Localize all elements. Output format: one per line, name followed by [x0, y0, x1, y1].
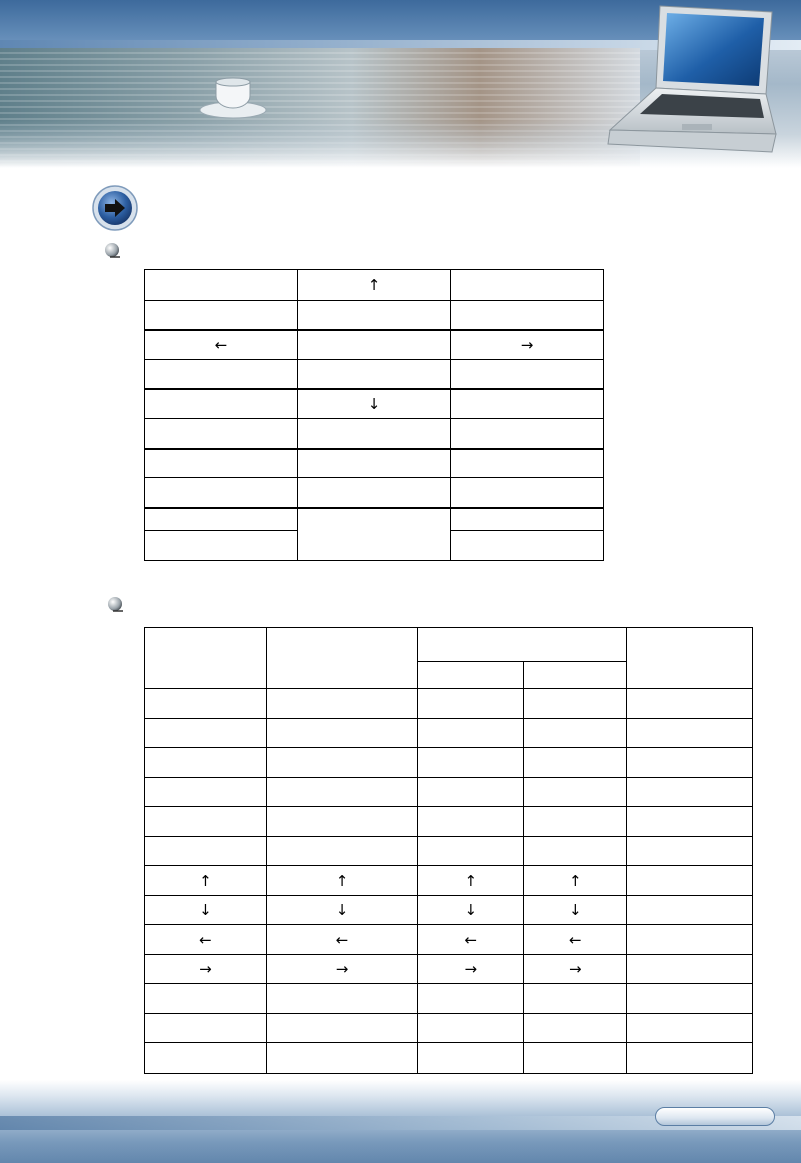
table-row: [145, 778, 753, 807]
table-cell: [524, 719, 627, 748]
up-arrow-icon: ↑: [199, 871, 212, 890]
table-cell: [145, 896, 267, 925]
table-cell: [298, 419, 451, 449]
table-2: [144, 627, 753, 1074]
table-cell: [451, 270, 604, 301]
table-cell: [418, 778, 524, 807]
table-cell: [145, 837, 267, 866]
down-arrow-icon: ↓: [569, 901, 582, 919]
table-cell: [145, 807, 267, 837]
table-row: [145, 807, 753, 837]
table-cell: [524, 984, 627, 1014]
table-cell: [266, 984, 418, 1014]
table-cell: [627, 778, 753, 807]
table-cell: [145, 478, 298, 508]
table-cell: [524, 1043, 627, 1074]
table-cell: [145, 389, 298, 419]
table-cell: [145, 984, 267, 1014]
table-row: [145, 748, 753, 778]
table-cell: [145, 748, 267, 778]
table-cell: [298, 449, 451, 478]
table-cell: [627, 1043, 753, 1074]
table-row: [145, 360, 604, 389]
table-cell: [418, 925, 524, 955]
table-cell: [145, 925, 267, 955]
table-header-cell: [418, 628, 627, 662]
right-arrow-icon: →: [464, 960, 478, 978]
table-cell: [524, 896, 627, 925]
table-cell: [145, 866, 267, 896]
header-banner: [0, 0, 801, 168]
left-arrow-icon: ←: [464, 930, 478, 949]
sphere-bullet-icon: [107, 596, 125, 614]
down-arrow-icon: ↓: [367, 394, 381, 413]
table-cell: [418, 984, 524, 1014]
table-cell: [298, 478, 451, 508]
header-photo: [0, 48, 640, 168]
table-cell: [451, 301, 604, 330]
table-cell: [627, 984, 753, 1014]
table-cell: [627, 837, 753, 866]
table-row: [145, 478, 604, 508]
table-cell: [451, 330, 604, 360]
table-cell: [451, 531, 604, 561]
table-row: [145, 1043, 753, 1074]
table-cell: [418, 955, 524, 984]
table-cell: [627, 925, 753, 955]
table-cell: [145, 508, 298, 531]
right-arrow-circle-icon: [91, 184, 139, 232]
table-cell: [145, 531, 298, 561]
table-row: [145, 837, 753, 866]
table-cell: [418, 896, 524, 925]
table-row: [145, 419, 604, 449]
table-cell: [627, 896, 753, 925]
table-cell: [418, 837, 524, 866]
table-row: [145, 330, 604, 360]
left-arrow-icon: ←: [569, 930, 582, 949]
table-cell: [627, 748, 753, 778]
table-cell: [298, 301, 451, 330]
table-cell: [418, 866, 524, 896]
table-row: [145, 389, 604, 419]
table-cell: [266, 778, 418, 807]
table-cell: [451, 389, 604, 419]
table-cell: [145, 719, 267, 748]
table-cell: [451, 419, 604, 449]
table-cell: [418, 748, 524, 778]
table-cell: [298, 270, 451, 301]
table-cell: [266, 748, 418, 778]
table-cell: [627, 955, 753, 984]
table-row: [145, 689, 753, 719]
table-cell: [524, 807, 627, 837]
table-cell: [298, 508, 451, 561]
left-arrow-icon: ←: [199, 930, 212, 949]
table-row: [145, 925, 753, 955]
table-cell: [524, 689, 627, 719]
down-arrow-icon: ↓: [464, 901, 478, 919]
table-cell: [418, 807, 524, 837]
sphere-bullet-icon: [104, 242, 122, 260]
table-cell: [266, 807, 418, 837]
down-arrow-icon: ↓: [335, 901, 349, 919]
table-cell: [145, 330, 298, 360]
up-arrow-icon: ↑: [569, 871, 582, 890]
down-arrow-icon: ↓: [199, 901, 212, 919]
table-header-row: [145, 628, 753, 662]
left-arrow-icon: ←: [335, 930, 349, 949]
table-cell: [451, 360, 604, 389]
table-row: [145, 449, 604, 478]
table-header-cell: [524, 662, 627, 689]
right-arrow-icon: →: [335, 960, 349, 978]
table-cell: [145, 1014, 267, 1043]
table-cell: [627, 719, 753, 748]
table-cell: [298, 360, 451, 389]
table-header-cell: [145, 628, 267, 689]
table-row: [145, 896, 753, 925]
table-cell: [524, 866, 627, 896]
right-arrow-icon: →: [569, 960, 582, 978]
table-cell: [451, 478, 604, 508]
table-row: [145, 270, 604, 301]
table-row: [145, 508, 604, 531]
table-cell: [145, 1043, 267, 1074]
table-cell: [524, 748, 627, 778]
table-cell: [266, 837, 418, 866]
table-cell: [418, 689, 524, 719]
table-cell: [266, 1043, 418, 1074]
table-cell: [145, 449, 298, 478]
table-header-cell: [627, 628, 753, 689]
coffee-cup-icon: [198, 70, 268, 120]
table-cell: [298, 330, 451, 360]
table-row: [145, 1014, 753, 1043]
table-header-cell: [418, 662, 524, 689]
table-cell: [266, 925, 418, 955]
table-cell: [266, 1014, 418, 1043]
table-cell: [298, 389, 451, 419]
table-cell: [145, 270, 298, 301]
table-row: [145, 866, 753, 896]
table-cell: [145, 955, 267, 984]
table-cell: [627, 866, 753, 896]
table-cell: [451, 508, 604, 531]
table-cell: [524, 955, 627, 984]
table-cell: [145, 419, 298, 449]
table-cell: [627, 1014, 753, 1043]
right-arrow-icon: →: [199, 960, 212, 978]
table-cell: [266, 896, 418, 925]
table-cell: [524, 778, 627, 807]
table-header-cell: [266, 628, 418, 689]
table-1: [144, 269, 604, 561]
right-arrow-icon: →: [520, 335, 534, 354]
table-cell: [418, 1043, 524, 1074]
page-number-pill: [655, 1107, 775, 1126]
up-arrow-icon: ↑: [367, 276, 381, 294]
table-cell: [418, 719, 524, 748]
table-row: [145, 301, 604, 330]
up-arrow-icon: ↑: [464, 871, 478, 890]
table-row: [145, 984, 753, 1014]
up-arrow-icon: ↑: [335, 871, 349, 890]
table-cell: [524, 1014, 627, 1043]
left-arrow-icon: ←: [214, 335, 228, 354]
table-cell: [266, 719, 418, 748]
table-cell: [451, 449, 604, 478]
table-cell: [627, 807, 753, 837]
table-cell: [145, 689, 267, 719]
table-cell: [418, 1014, 524, 1043]
table-cell: [524, 837, 627, 866]
table-cell: [145, 360, 298, 389]
table-cell: [266, 866, 418, 896]
table-cell: [524, 925, 627, 955]
table-row: [145, 719, 753, 748]
table-cell: [266, 955, 418, 984]
table-cell: [145, 778, 267, 807]
table-cell: [145, 301, 298, 330]
table-row: [145, 955, 753, 984]
table-cell: [266, 689, 418, 719]
table-cell: [627, 689, 753, 719]
laptop-icon: [600, 2, 780, 162]
